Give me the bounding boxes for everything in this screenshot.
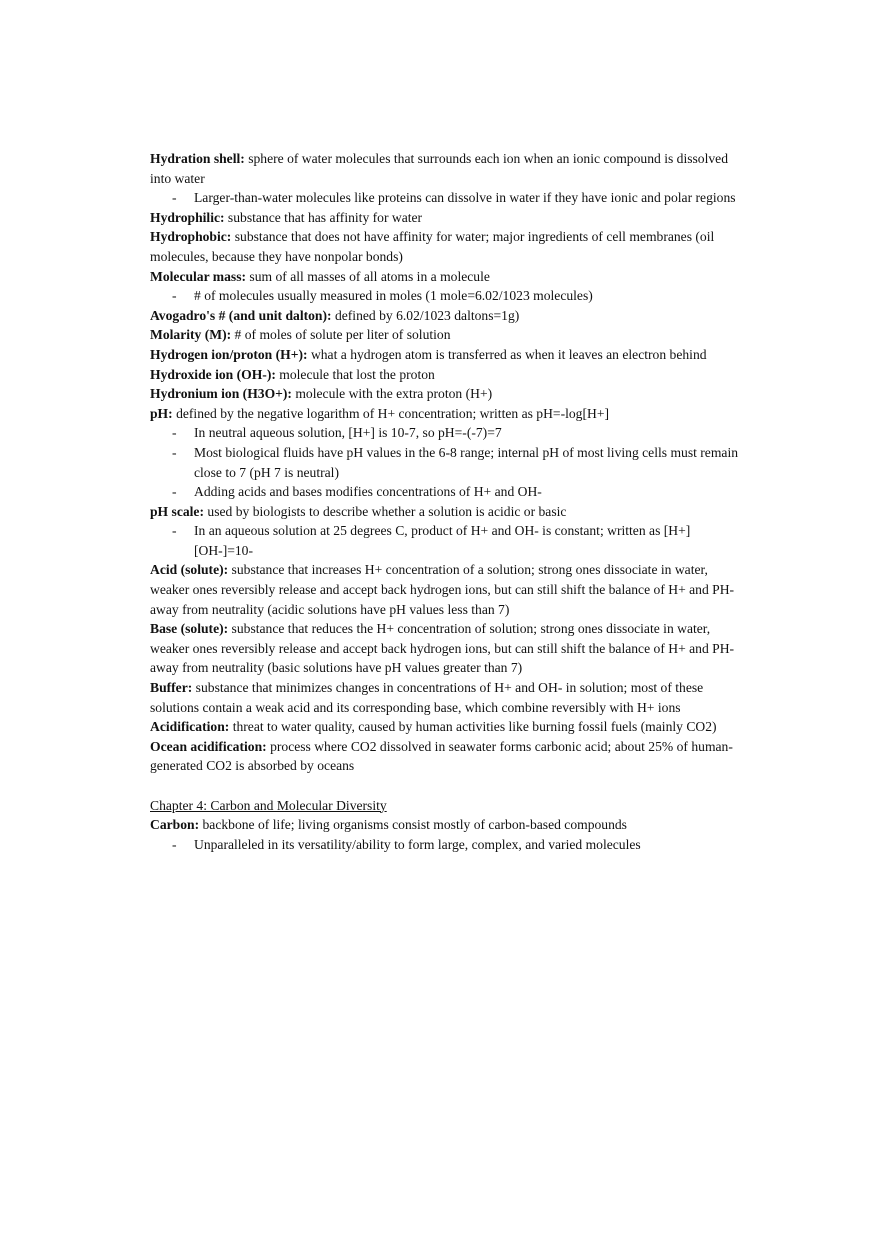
chapter-heading: Chapter 4: Carbon and Molecular Diversity [150, 797, 387, 813]
bullet-marker: - [172, 190, 177, 206]
bullet-item [150, 482, 740, 502]
term-label: pH scale: [150, 503, 204, 519]
term-label: Hydronium ion (H3O+): [150, 386, 292, 402]
bullet-text: In an aqueous solution at 25 degrees C, product of H+ and OH- is constant; written as [H+][OH-]=10- [194, 523, 691, 558]
definition-entry [150, 815, 740, 835]
definition-text: sphere of water molecules that surrounds each ion when an ionic compound is dissolved into water [150, 151, 729, 186]
definition-text: molecule with the extra proton (H+) [291, 386, 493, 402]
bullet-text: Unparalleled in its versatility/ability to form large, complex, and varied molecules [194, 836, 641, 852]
term-label: Hydroxide ion (OH-): [150, 366, 276, 382]
bullet-marker: - [172, 425, 177, 441]
bullet-item [150, 835, 740, 855]
definition-text: substance that reduces the H+ concentration of solution; strong ones dissociate in water, weaker ones reversibly release and accept back hydrogen ions, but can still shift the balance of H+ and PH- away from neutrality (basic solutions have pH values greater than 7) [150, 621, 735, 676]
definition-entry [150, 306, 740, 326]
term-label: Hydration shell: [150, 151, 245, 166]
term-label: pH: [150, 405, 173, 421]
bullet-text: # of molecules usually measured in moles (1 mole=6.02/1023 molecules) [194, 288, 593, 304]
definition-entry [150, 404, 740, 424]
bullet-item [150, 188, 740, 208]
definition-entry [150, 208, 740, 228]
definition-entry [150, 365, 740, 385]
definition-text: substance that minimizes changes in concentrations of H+ and OH- in solution; most of these solutions contain a weak acid and its corresponding base, which combine reversibly with H+ ions [150, 680, 704, 715]
spacer [150, 776, 740, 796]
definition-text: defined by the negative logarithm of H+ concentration; written as pH=-log[H+] [172, 405, 610, 421]
bullet-marker: - [172, 836, 177, 852]
definition-text: defined by 6.02/1023 daltons=1g) [331, 307, 520, 323]
definition-entry [150, 560, 740, 619]
term-label: Hydrophobic: [150, 229, 232, 245]
definition-entry [150, 717, 740, 737]
definition-entry [150, 619, 740, 678]
definition-entry [150, 678, 740, 717]
chapter-definitions [150, 815, 740, 854]
term-label: Hydrophilic: [150, 209, 225, 225]
definition-text: substance that has affinity for water [224, 209, 423, 225]
definition-text: substance that does not have affinity for water; major ingredients of cell membranes (oil molecules, because they have nonpolar bonds) [150, 229, 715, 264]
bullet-item [150, 286, 740, 306]
bullet-text: In neutral aqueous solution, [H+] is 10-7, so pH=-(-7)=7 [194, 425, 502, 441]
bullet-marker: - [172, 288, 177, 304]
term-label: Base (solute): [150, 621, 229, 637]
term-label: Avogadro's # (and unit dalton): [150, 307, 332, 323]
bullet-item [150, 443, 740, 482]
definition-text: # of moles of solute per liter of solution [231, 327, 451, 343]
definition-entry [150, 149, 740, 188]
definition-text: backbone of life; living organisms consist mostly of carbon-based compounds [199, 817, 627, 833]
definition-text: sum of all masses of all atoms in a molecule [246, 268, 490, 284]
term-label: Hydrogen ion/proton (H+): [150, 346, 308, 362]
term-label: Molecular mass: [150, 268, 247, 284]
term-label: Acidification: [150, 719, 230, 735]
term-label: Carbon: [150, 817, 200, 833]
definition-text: what a hydrogen atom is transferred as when it leaves an electron behind [307, 346, 707, 362]
term-label: Acid (solute): [150, 562, 229, 578]
definition-entry [150, 267, 740, 287]
bullet-text: Most biological fluids have pH values in the 6-8 range; internal pH of most living cells must remain close to 7 (pH 7 is neutral) [194, 444, 739, 480]
definition-entry [150, 737, 740, 776]
bullet-item [150, 521, 740, 560]
definition-text: used by biologists to describe whether a solution is acidic or basic [204, 503, 567, 519]
bullet-text: Adding acids and bases modifies concentrations of H+ and OH- [194, 484, 542, 500]
definition-text: substance that increases H+ concentration of a solution; strong ones dissociate in water, weaker ones reversibly release and accept back hydrogen ions, but can still shift the balance of H+ and PH- away from neutrality (acidic solutions have pH values less than 7) [150, 562, 735, 617]
definition-text: process where CO2 dissolved in seawater forms carbonic acid; about 25% of human-generated CO2 is absorbed by oceans [150, 738, 733, 774]
notes-content [150, 149, 740, 854]
definition-entry [150, 227, 740, 266]
bullet-marker: - [172, 444, 177, 460]
definition-entry [150, 384, 740, 404]
definition-text: threat to water quality, caused by human activities like burning fossil fuels (mainly CO2) [229, 719, 717, 735]
bullet-marker: - [172, 484, 177, 500]
term-label: Buffer: [150, 680, 193, 696]
definitions-section [150, 149, 740, 776]
bullet-item [150, 423, 740, 443]
definition-entry [150, 502, 740, 522]
bullet-marker: - [172, 523, 177, 539]
term-label: Molarity (M): [150, 327, 232, 343]
definition-entry [150, 345, 740, 365]
term-label: Ocean acidification: [150, 738, 267, 754]
definition-text: molecule that lost the proton [275, 366, 435, 382]
bullet-text: Larger-than-water molecules like proteins can dissolve in water if they have ionic and polar regions [194, 190, 736, 206]
definition-entry [150, 325, 740, 345]
